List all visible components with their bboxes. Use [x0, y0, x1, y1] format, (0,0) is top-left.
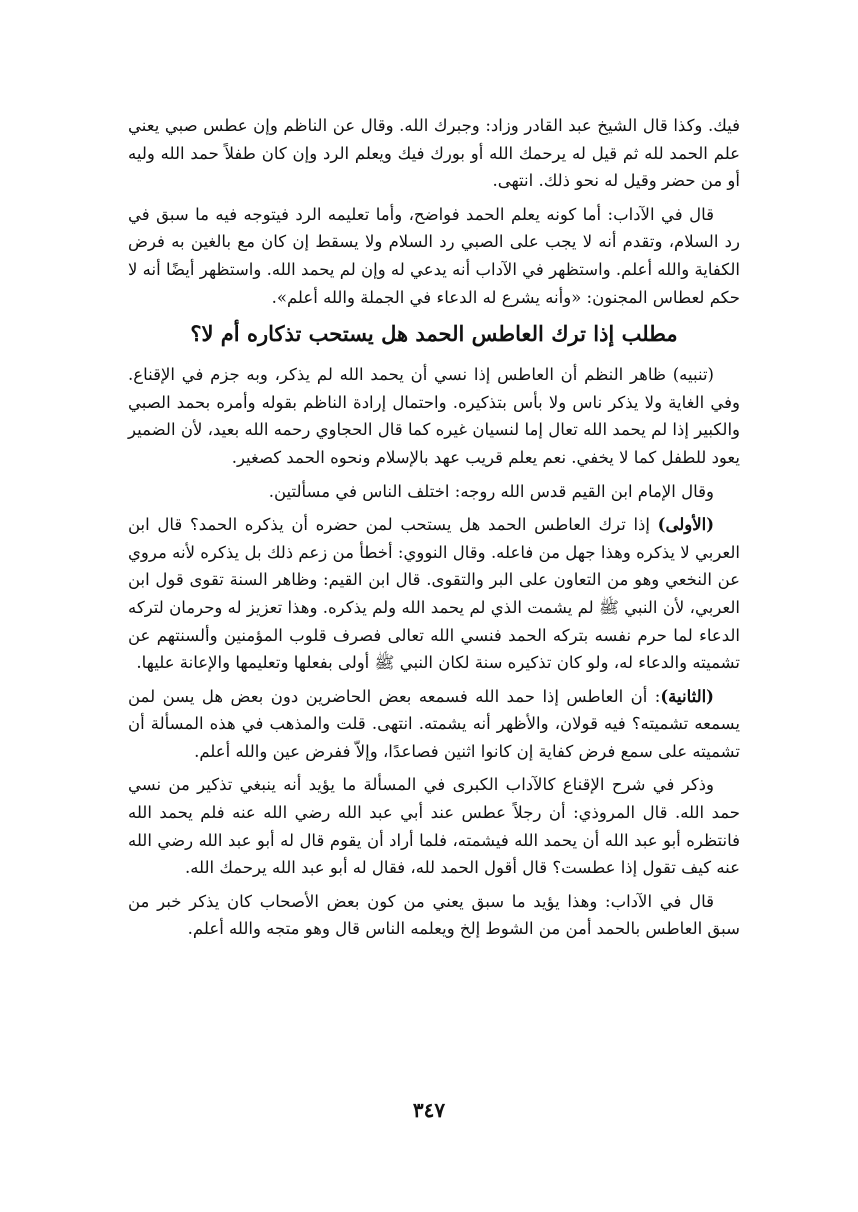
section-heading: مطلب إذا ترك العاطس الحمد هل يستحب تذكاره أم لا؟: [190, 321, 678, 347]
paragraph-4-text: وقال الإمام ابن القيم قدس الله روجه: اختلف الناس في مسألتين.: [268, 481, 714, 501]
paragraph-5-lead: (الأولى): [657, 515, 714, 535]
paragraph-2-text: قال في الآداب: أما كونه يعلم الحمد فواضح، وأما تعليمه الرد فيتوجه فيه ما سبق في رد السلام، وتقدم أنه لا يجب على الصبي رد السلام ولا يسقط إن كان مع بالغين به فرض الكفاية والله أعلم. واستظهر في الآداب أنه يدعي له وإن لم يحمد الله. واستظهر أيضًا أنه لا حكم لعطاس المجنون: «وأنه يشرع له الدعاء في الجملة والله أعلم».: [128, 204, 740, 307]
paragraph-3-text: (تنبيه) ظاهر النظم أن العاطس إذا نسي أن يحمد الله لم يذكر، وبه جزم في الإقناع. وفي الغاية ولا يذكر ناس ولا بأس بتذكيره. واحتمال إرادة الناظم بقوله وأمره بحمد الصبي والكبير إذا لم يحمد الله تعال إما لنسيان غيره كما قال الحجاوي رحمه الله بعيد، لأن الضمير يعود للطفل كما لا يخفي. نعم يعلم قريب عهد بالإسلام ونحوه الحمد كصغير.: [128, 365, 740, 467]
paragraph-8: [128, 888, 740, 943]
paragraph-7-text: وذكر في شرح الإقناع كالآداب الكبرى في المسألة ما يؤيد أنه ينبغي تذكير من نسي حمد الله. قال المروذي: أن رجلاً عطس عند أبي عبد الله رضي الله عنه فلم يحمد الله فانتظره أبو عبد الله أن يحمد الله فيشمته، فلما أراد أن يقوم قال له أبو عبد الله رضي الله عنه كيف تقول إذا عطست؟ قال أقول الحمد لله، فقال له أبو عبد الله يرحمك الله.: [128, 775, 740, 878]
paragraph-2: [128, 201, 740, 311]
paragraph-6-lead: (الثانية): [660, 686, 714, 706]
paragraph-4: [128, 478, 740, 506]
paragraph-7: [128, 771, 740, 881]
paragraph-8-text: قال في الآداب: وهذا يؤيد ما سبق يعني من كون بعض الأصحاب كان يذكر خبر من سبق العاطس بالحمد أمن من الشوط إلخ ويعلمه الناس قال وهو متجه والله أعلم.: [128, 891, 740, 939]
paragraph-6-text: : أن العاطس إذا حمد الله فسمعه بعض الحاضرين دون بعض هل يسن لمن يسمعه تشميته؟ فيه قولان، والأظهر أنه يشمته. انتهى. قلت والمذهب في هذه المسألة أن تشميته على سمع فرض كفاية إن كانوا اثنين فصاعدًا، وإلاّ ففرض عين والله أعلم.: [128, 686, 740, 761]
paragraph-3: [128, 361, 740, 471]
page-number: ٣٤٧: [412, 1098, 446, 1122]
paragraph-5-text: إذا ترك العاطس الحمد هل يستحب لمن حضره أن يذكره الحمد؟ قال ابن العربي لا يذكره وهذا جهل من فاعله. وقال النووي: أخطأ من زعم ذلك بل يذكره لأنه مروي عن النخعي وهو من التعاون على البر والتقوى. قال ابن القيم: وظاهر السنة تقوى قول ابن العربي، لأن النبي ﷺ لم يشمت الذي لم يحمد الله ولم يذكره. وهذا تعزيز له وحرمان لتركه الدعاء لما حرم نفسه بتركه الحمد فنسي الله تعالى فصرف قلوب المؤمنين وألسنتهم عن تشميته والدعاء له، ولو كان تذكيره سنة لكان النبي ﷺ أولى بفعلها وتعليمها والإعانة عليها.: [128, 515, 740, 673]
paragraph-1: [128, 112, 740, 195]
paragraph-1-text: فيك. وكذا قال الشيخ عبد القادر وزاد: وجبرك الله. وقال عن الناظم وإن عطس صبي يعني علم الحمد لله ثم قيل له يرحمك الله أو بورك فيك ويعلم الرد وإن كان طفلاً حمد الله وليه أو من حضر وقيل له نحو ذلك. انتهى.: [128, 116, 740, 191]
paragraph-6: [128, 683, 740, 766]
paragraph-5: [128, 511, 740, 677]
